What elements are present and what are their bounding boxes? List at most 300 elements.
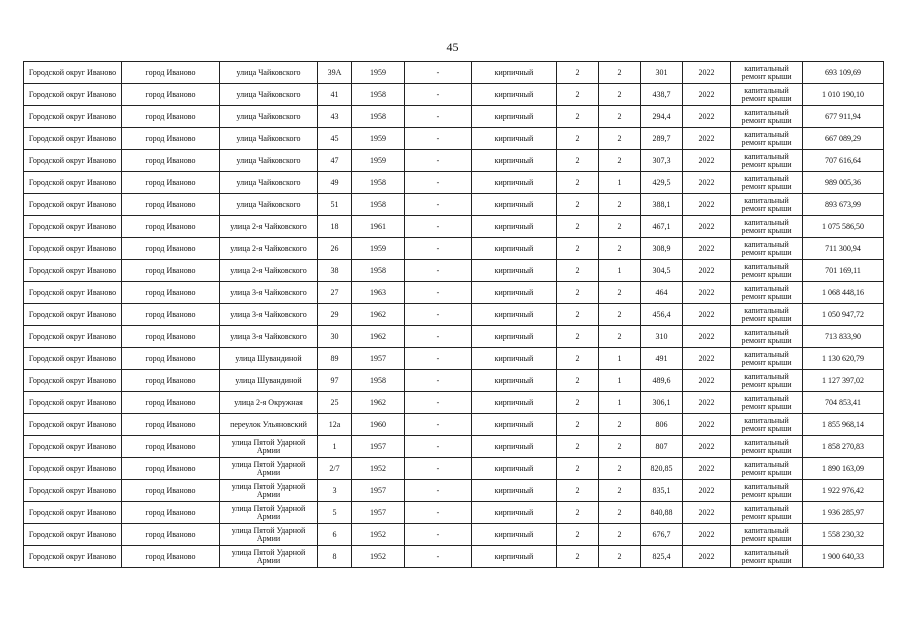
floors-cell: 2 — [557, 150, 599, 172]
city-cell: город Иваново — [122, 326, 220, 348]
entrances-cell: 1 — [599, 260, 641, 282]
floors-cell: 2 — [557, 348, 599, 370]
district-cell: Городской округ Иваново — [24, 216, 122, 238]
table-row — [24, 304, 884, 326]
house-number-cell: 2/7 — [318, 458, 352, 480]
floors-cell: 2 — [557, 62, 599, 84]
empty-value-cell: - — [405, 150, 472, 172]
street-cell: улица Пятой Ударной Армии — [220, 502, 318, 524]
house-number-cell: 89 — [318, 348, 352, 370]
city-cell: город Иваново — [122, 502, 220, 524]
plan-year-cell: 2022 — [683, 260, 731, 282]
empty-value-cell: - — [405, 238, 472, 260]
district-cell: Городской округ Иваново — [24, 546, 122, 568]
district-cell: Городской округ Иваново — [24, 326, 122, 348]
area-cell: 676,7 — [641, 524, 683, 546]
cost-cell: 1 075 586,50 — [803, 216, 884, 238]
plan-year-cell: 2022 — [683, 194, 731, 216]
empty-value-cell: - — [405, 348, 472, 370]
table-row — [24, 392, 884, 414]
floors-cell: 2 — [557, 392, 599, 414]
street-cell: улица Пятой Ударной Армии — [220, 458, 318, 480]
entrances-cell: 2 — [599, 436, 641, 458]
plan-year-cell: 2022 — [683, 84, 731, 106]
house-number-cell: 18 — [318, 216, 352, 238]
plan-year-cell: 2022 — [683, 414, 731, 436]
empty-value-cell: - — [405, 62, 472, 84]
district-cell: Городской округ Иваново — [24, 414, 122, 436]
cost-cell: 713 833,90 — [803, 326, 884, 348]
entrances-cell: 2 — [599, 326, 641, 348]
entrances-cell: 2 — [599, 458, 641, 480]
wall-material-cell: кирпичный — [472, 524, 557, 546]
house-number-cell: 12а — [318, 414, 352, 436]
cost-cell: 1 922 976,42 — [803, 480, 884, 502]
wall-material-cell: кирпичный — [472, 392, 557, 414]
house-number-cell: 47 — [318, 150, 352, 172]
city-cell: город Иваново — [122, 480, 220, 502]
empty-value-cell: - — [405, 260, 472, 282]
district-cell: Городской округ Иваново — [24, 348, 122, 370]
work-type-cell: капитальный ремонт крыши — [731, 414, 803, 436]
district-cell: Городской округ Иваново — [24, 392, 122, 414]
district-cell: Городской округ Иваново — [24, 502, 122, 524]
wall-material-cell: кирпичный — [472, 238, 557, 260]
table-row — [24, 370, 884, 392]
table-row — [24, 260, 884, 282]
work-type-cell: капитальный ремонт крыши — [731, 62, 803, 84]
build-year-cell: 1958 — [352, 172, 405, 194]
wall-material-cell: кирпичный — [472, 414, 557, 436]
district-cell: Городской округ Иваново — [24, 436, 122, 458]
area-cell: 301 — [641, 62, 683, 84]
wall-material-cell: кирпичный — [472, 62, 557, 84]
street-cell: улица Чайковского — [220, 172, 318, 194]
area-cell: 840,88 — [641, 502, 683, 524]
house-number-cell: 5 — [318, 502, 352, 524]
plan-year-cell: 2022 — [683, 106, 731, 128]
cost-cell: 707 616,64 — [803, 150, 884, 172]
city-cell: город Иваново — [122, 194, 220, 216]
empty-value-cell: - — [405, 326, 472, 348]
district-cell: Городской округ Иваново — [24, 524, 122, 546]
cost-cell: 1 127 397,02 — [803, 370, 884, 392]
house-number-cell: 30 — [318, 326, 352, 348]
work-type-cell: капитальный ремонт крыши — [731, 282, 803, 304]
work-type-cell: капитальный ремонт крыши — [731, 260, 803, 282]
street-cell: улица Чайковского — [220, 106, 318, 128]
district-cell: Городской округ Иваново — [24, 150, 122, 172]
house-number-cell: 27 — [318, 282, 352, 304]
wall-material-cell: кирпичный — [472, 480, 557, 502]
city-cell: город Иваново — [122, 238, 220, 260]
plan-year-cell: 2022 — [683, 172, 731, 194]
city-cell: город Иваново — [122, 106, 220, 128]
street-cell: улица Чайковского — [220, 62, 318, 84]
floors-cell: 2 — [557, 106, 599, 128]
city-cell: город Иваново — [122, 348, 220, 370]
city-cell: город Иваново — [122, 546, 220, 568]
district-cell: Городской округ Иваново — [24, 128, 122, 150]
table-row — [24, 128, 884, 150]
house-number-cell: 38 — [318, 260, 352, 282]
table-row — [24, 216, 884, 238]
plan-year-cell: 2022 — [683, 326, 731, 348]
house-number-cell: 3 — [318, 480, 352, 502]
table-row — [24, 524, 884, 546]
wall-material-cell: кирпичный — [472, 370, 557, 392]
entrances-cell: 2 — [599, 238, 641, 260]
district-cell: Городской округ Иваново — [24, 238, 122, 260]
entrances-cell: 2 — [599, 304, 641, 326]
plan-year-cell: 2022 — [683, 436, 731, 458]
work-type-cell: капитальный ремонт крыши — [731, 458, 803, 480]
wall-material-cell: кирпичный — [472, 150, 557, 172]
house-number-cell: 8 — [318, 546, 352, 568]
area-cell: 820,85 — [641, 458, 683, 480]
city-cell: город Иваново — [122, 392, 220, 414]
build-year-cell: 1960 — [352, 414, 405, 436]
city-cell: город Иваново — [122, 282, 220, 304]
work-type-cell: капитальный ремонт крыши — [731, 194, 803, 216]
cost-cell: 1 890 163,09 — [803, 458, 884, 480]
city-cell: город Иваново — [122, 458, 220, 480]
entrances-cell: 2 — [599, 502, 641, 524]
entrances-cell: 1 — [599, 392, 641, 414]
table-row — [24, 348, 884, 370]
street-cell: улица Шувандиной — [220, 348, 318, 370]
wall-material-cell: кирпичный — [472, 546, 557, 568]
street-cell: улица Пятой Ударной Армии — [220, 436, 318, 458]
city-cell: город Иваново — [122, 84, 220, 106]
area-cell: 489,6 — [641, 370, 683, 392]
floors-cell: 2 — [557, 436, 599, 458]
table-body — [24, 62, 884, 568]
empty-value-cell: - — [405, 216, 472, 238]
plan-year-cell: 2022 — [683, 502, 731, 524]
empty-value-cell: - — [405, 370, 472, 392]
street-cell: улица 3-я Чайковского — [220, 304, 318, 326]
city-cell: город Иваново — [122, 414, 220, 436]
floors-cell: 2 — [557, 524, 599, 546]
street-cell: улица 3-я Чайковского — [220, 282, 318, 304]
plan-year-cell: 2022 — [683, 150, 731, 172]
floors-cell: 2 — [557, 84, 599, 106]
street-cell: улица Пятой Ударной Армии — [220, 546, 318, 568]
street-cell: улица Чайковского — [220, 128, 318, 150]
floors-cell: 2 — [557, 370, 599, 392]
house-number-cell: 45 — [318, 128, 352, 150]
cost-cell: 711 300,94 — [803, 238, 884, 260]
plan-year-cell: 2022 — [683, 348, 731, 370]
empty-value-cell: - — [405, 106, 472, 128]
city-cell: город Иваново — [122, 436, 220, 458]
empty-value-cell: - — [405, 392, 472, 414]
house-number-cell: 26 — [318, 238, 352, 260]
wall-material-cell: кирпичный — [472, 260, 557, 282]
cost-cell: 1 900 640,33 — [803, 546, 884, 568]
cost-cell: 704 853,41 — [803, 392, 884, 414]
house-number-cell: 25 — [318, 392, 352, 414]
floors-cell: 2 — [557, 304, 599, 326]
table-row — [24, 150, 884, 172]
street-cell: улица Пятой Ударной Армии — [220, 524, 318, 546]
wall-material-cell: кирпичный — [472, 502, 557, 524]
wall-material-cell: кирпичный — [472, 348, 557, 370]
entrances-cell: 2 — [599, 282, 641, 304]
wall-material-cell: кирпичный — [472, 304, 557, 326]
district-cell: Городской округ Иваново — [24, 172, 122, 194]
plan-year-cell: 2022 — [683, 128, 731, 150]
entrances-cell: 2 — [599, 524, 641, 546]
entrances-cell: 2 — [599, 62, 641, 84]
empty-value-cell: - — [405, 194, 472, 216]
empty-value-cell: - — [405, 128, 472, 150]
build-year-cell: 1958 — [352, 106, 405, 128]
plan-year-cell: 2022 — [683, 238, 731, 260]
city-cell: город Иваново — [122, 128, 220, 150]
build-year-cell: 1959 — [352, 150, 405, 172]
street-cell: переулок Ульяновский — [220, 414, 318, 436]
floors-cell: 2 — [557, 480, 599, 502]
floors-cell: 2 — [557, 172, 599, 194]
build-year-cell: 1957 — [352, 502, 405, 524]
build-year-cell: 1958 — [352, 260, 405, 282]
housing-registry-table — [23, 61, 884, 568]
house-number-cell: 29 — [318, 304, 352, 326]
table-row — [24, 414, 884, 436]
plan-year-cell: 2022 — [683, 62, 731, 84]
empty-value-cell: - — [405, 304, 472, 326]
area-cell: 307,3 — [641, 150, 683, 172]
floors-cell: 2 — [557, 216, 599, 238]
plan-year-cell: 2022 — [683, 458, 731, 480]
plan-year-cell: 2022 — [683, 282, 731, 304]
wall-material-cell: кирпичный — [472, 436, 557, 458]
plan-year-cell: 2022 — [683, 304, 731, 326]
cost-cell: 1 558 230,32 — [803, 524, 884, 546]
table-row — [24, 106, 884, 128]
district-cell: Городской округ Иваново — [24, 458, 122, 480]
work-type-cell: капитальный ремонт крыши — [731, 436, 803, 458]
floors-cell: 2 — [557, 546, 599, 568]
empty-value-cell: - — [405, 414, 472, 436]
area-cell: 306,1 — [641, 392, 683, 414]
area-cell: 807 — [641, 436, 683, 458]
city-cell: город Иваново — [122, 304, 220, 326]
street-cell: улица Чайковского — [220, 150, 318, 172]
cost-cell: 667 089,29 — [803, 128, 884, 150]
wall-material-cell: кирпичный — [472, 84, 557, 106]
area-cell: 467,1 — [641, 216, 683, 238]
wall-material-cell: кирпичный — [472, 128, 557, 150]
street-cell: улица Чайковского — [220, 194, 318, 216]
wall-material-cell: кирпичный — [472, 194, 557, 216]
table-row — [24, 84, 884, 106]
district-cell: Городской округ Иваново — [24, 480, 122, 502]
street-cell: улица Чайковского — [220, 84, 318, 106]
empty-value-cell: - — [405, 282, 472, 304]
plan-year-cell: 2022 — [683, 480, 731, 502]
cost-cell: 677 911,94 — [803, 106, 884, 128]
table-row — [24, 282, 884, 304]
empty-value-cell: - — [405, 502, 472, 524]
house-number-cell: 41 — [318, 84, 352, 106]
build-year-cell: 1958 — [352, 194, 405, 216]
street-cell: улица 2-я Окружная — [220, 392, 318, 414]
work-type-cell: капитальный ремонт крыши — [731, 546, 803, 568]
floors-cell: 2 — [557, 238, 599, 260]
house-number-cell: 51 — [318, 194, 352, 216]
area-cell: 310 — [641, 326, 683, 348]
table-row — [24, 172, 884, 194]
work-type-cell: капитальный ремонт крыши — [731, 392, 803, 414]
city-cell: город Иваново — [122, 524, 220, 546]
area-cell: 289,7 — [641, 128, 683, 150]
wall-material-cell: кирпичный — [472, 326, 557, 348]
build-year-cell: 1962 — [352, 326, 405, 348]
street-cell: улица Шувандиной — [220, 370, 318, 392]
house-number-cell: 39А — [318, 62, 352, 84]
wall-material-cell: кирпичный — [472, 458, 557, 480]
city-cell: город Иваново — [122, 150, 220, 172]
empty-value-cell: - — [405, 172, 472, 194]
plan-year-cell: 2022 — [683, 546, 731, 568]
work-type-cell: капитальный ремонт крыши — [731, 128, 803, 150]
district-cell: Городской округ Иваново — [24, 62, 122, 84]
table-row — [24, 194, 884, 216]
cost-cell: 693 109,69 — [803, 62, 884, 84]
build-year-cell: 1963 — [352, 282, 405, 304]
area-cell: 825,4 — [641, 546, 683, 568]
plan-year-cell: 2022 — [683, 216, 731, 238]
cost-cell: 1 010 190,10 — [803, 84, 884, 106]
work-type-cell: капитальный ремонт крыши — [731, 502, 803, 524]
street-cell: улица 2-я Чайковского — [220, 260, 318, 282]
plan-year-cell: 2022 — [683, 370, 731, 392]
entrances-cell: 2 — [599, 128, 641, 150]
district-cell: Городской округ Иваново — [24, 260, 122, 282]
work-type-cell: капитальный ремонт крыши — [731, 524, 803, 546]
empty-value-cell: - — [405, 458, 472, 480]
floors-cell: 2 — [557, 326, 599, 348]
work-type-cell: капитальный ремонт крыши — [731, 348, 803, 370]
work-type-cell: капитальный ремонт крыши — [731, 370, 803, 392]
work-type-cell: капитальный ремонт крыши — [731, 150, 803, 172]
floors-cell: 2 — [557, 282, 599, 304]
entrances-cell: 2 — [599, 216, 641, 238]
city-cell: город Иваново — [122, 260, 220, 282]
area-cell: 456,4 — [641, 304, 683, 326]
district-cell: Городской округ Иваново — [24, 194, 122, 216]
area-cell: 806 — [641, 414, 683, 436]
house-number-cell: 6 — [318, 524, 352, 546]
city-cell: город Иваново — [122, 172, 220, 194]
street-cell: улица 3-я Чайковского — [220, 326, 318, 348]
table-row — [24, 436, 884, 458]
empty-value-cell: - — [405, 436, 472, 458]
area-cell: 429,5 — [641, 172, 683, 194]
cost-cell: 1 050 947,72 — [803, 304, 884, 326]
empty-value-cell: - — [405, 524, 472, 546]
cost-cell: 989 005,36 — [803, 172, 884, 194]
area-cell: 464 — [641, 282, 683, 304]
work-type-cell: капитальный ремонт крыши — [731, 172, 803, 194]
build-year-cell: 1959 — [352, 128, 405, 150]
build-year-cell: 1952 — [352, 524, 405, 546]
work-type-cell: капитальный ремонт крыши — [731, 326, 803, 348]
work-type-cell: капитальный ремонт крыши — [731, 84, 803, 106]
wall-material-cell: кирпичный — [472, 106, 557, 128]
house-number-cell: 97 — [318, 370, 352, 392]
street-cell: улица Пятой Ударной Армии — [220, 480, 318, 502]
street-cell: улица 2-я Чайковского — [220, 216, 318, 238]
cost-cell: 1 855 968,14 — [803, 414, 884, 436]
house-number-cell: 43 — [318, 106, 352, 128]
work-type-cell: капитальный ремонт крыши — [731, 238, 803, 260]
city-cell: город Иваново — [122, 216, 220, 238]
build-year-cell: 1958 — [352, 370, 405, 392]
cost-cell: 1 068 448,16 — [803, 282, 884, 304]
entrances-cell: 2 — [599, 546, 641, 568]
cost-cell: 893 673,99 — [803, 194, 884, 216]
table-row — [24, 480, 884, 502]
build-year-cell: 1952 — [352, 546, 405, 568]
entrances-cell: 2 — [599, 194, 641, 216]
floors-cell: 2 — [557, 128, 599, 150]
page-number: 45 — [446, 40, 459, 54]
build-year-cell: 1959 — [352, 238, 405, 260]
table-row — [24, 238, 884, 260]
district-cell: Городской округ Иваново — [24, 370, 122, 392]
area-cell: 304,5 — [641, 260, 683, 282]
street-cell: улица 2-я Чайковского — [220, 238, 318, 260]
table-row — [24, 458, 884, 480]
table-row — [24, 326, 884, 348]
entrances-cell: 2 — [599, 414, 641, 436]
entrances-cell: 2 — [599, 84, 641, 106]
floors-cell: 2 — [557, 260, 599, 282]
district-cell: Городской округ Иваново — [24, 84, 122, 106]
build-year-cell: 1957 — [352, 436, 405, 458]
house-number-cell: 49 — [318, 172, 352, 194]
entrances-cell: 2 — [599, 106, 641, 128]
work-type-cell: капитальный ремонт крыши — [731, 304, 803, 326]
cost-cell: 1 936 285,97 — [803, 502, 884, 524]
floors-cell: 2 — [557, 458, 599, 480]
empty-value-cell: - — [405, 480, 472, 502]
empty-value-cell: - — [405, 546, 472, 568]
empty-value-cell: - — [405, 84, 472, 106]
wall-material-cell: кирпичный — [472, 216, 557, 238]
build-year-cell: 1962 — [352, 392, 405, 414]
wall-material-cell: кирпичный — [472, 172, 557, 194]
district-cell: Городской округ Иваново — [24, 106, 122, 128]
floors-cell: 2 — [557, 194, 599, 216]
build-year-cell: 1961 — [352, 216, 405, 238]
table-row — [24, 62, 884, 84]
city-cell: город Иваново — [122, 370, 220, 392]
build-year-cell: 1962 — [352, 304, 405, 326]
district-cell: Городской округ Иваново — [24, 304, 122, 326]
district-cell: Городской округ Иваново — [24, 282, 122, 304]
build-year-cell: 1958 — [352, 84, 405, 106]
area-cell: 388,1 — [641, 194, 683, 216]
area-cell: 308,9 — [641, 238, 683, 260]
entrances-cell: 1 — [599, 172, 641, 194]
entrances-cell: 1 — [599, 370, 641, 392]
house-number-cell: 1 — [318, 436, 352, 458]
